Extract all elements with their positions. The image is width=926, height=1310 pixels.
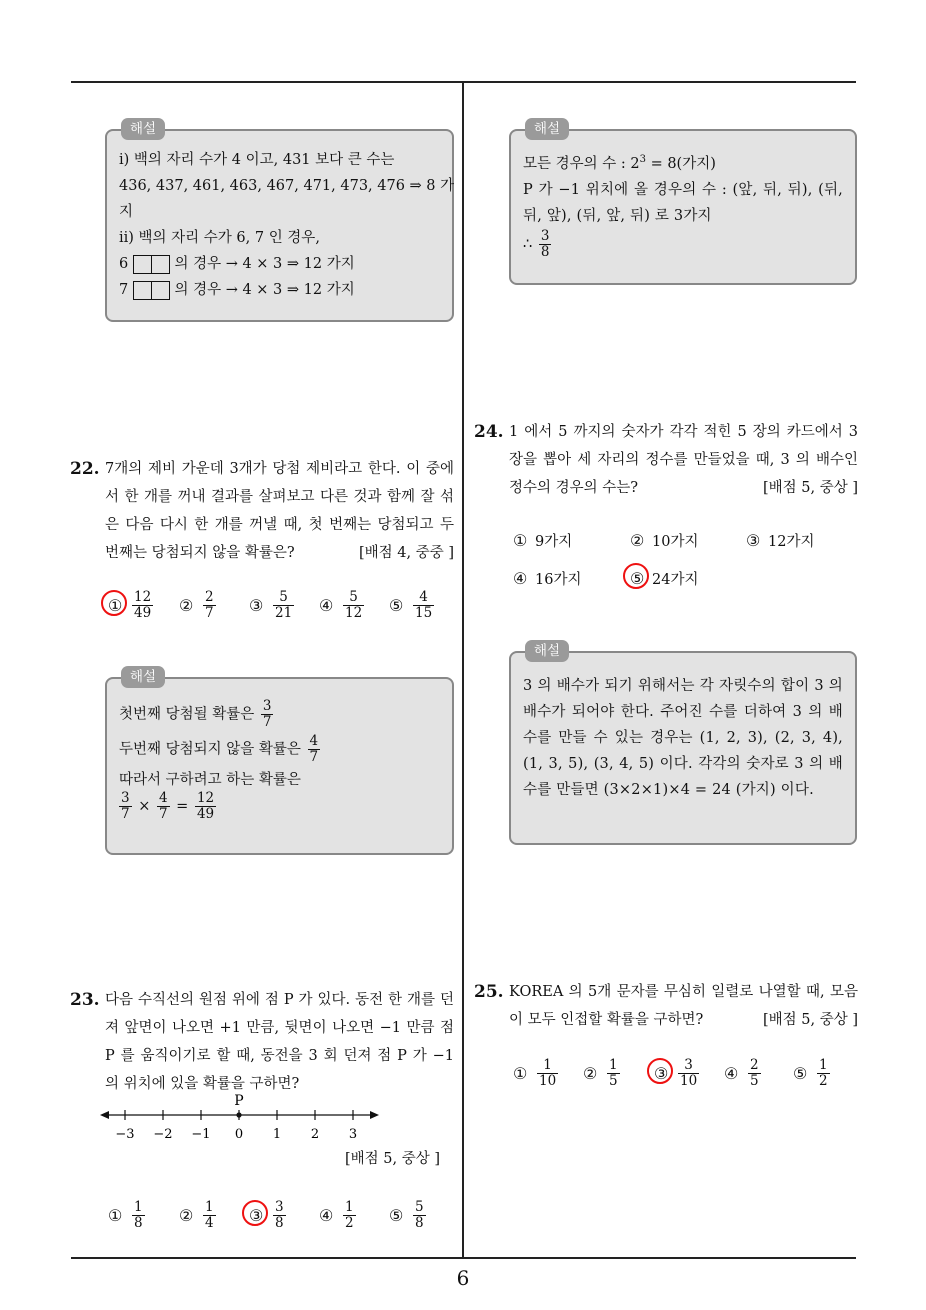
question-number: 23. [70, 990, 100, 1010]
choice[interactable] [724, 1058, 763, 1089]
choice[interactable] [108, 1200, 147, 1231]
solution-text: 3 의 배수가 되기 위해서는 각 자릿수의 합이 3 의 배수가 되어야 한다. 주어진 수를 더하여 3 의 배수를 만들 수 있는 경우는 (1, 2, 3), (2, 3, 4), (1, 3, 5), (3, 4, 5) 이다. 각각의 숫자로 3 의 배수를 만들면 (3×2×1)×4 = 24 (가지) 이다. [523, 678, 843, 798]
question-number: 25. [474, 982, 504, 1002]
solution-line: P 가 −1 위치에 올 경우의 수 : (앞, 뒤, 뒤), (뒤, 뒤, 앞), (뒤, 앞, 뒤) 로 3가지 [523, 181, 843, 224]
tick-label: 3 [348, 1127, 358, 1142]
choice[interactable] [179, 590, 218, 621]
choice[interactable] [389, 590, 436, 621]
choices-23 [108, 1200, 458, 1240]
solution-line: 지 [119, 204, 134, 220]
choice-text: 9가지 [535, 534, 573, 550]
solution-text: 의 경우 → 4 × 3 ⇒ 12 가지 [174, 282, 355, 298]
solution-line: ⅰ) 백의 자리 수가 4 이고, 431 보다 큰 수는 [119, 152, 395, 168]
fraction: $\frac{1}{5}$ [609, 1057, 618, 1089]
choice-mark: ④ [724, 1064, 739, 1083]
fraction: $\frac{3}{10}$ [680, 1057, 698, 1089]
choice-mark: ③ [249, 596, 264, 615]
solution-line: 436, 437, 461, 463, 467, 471, 473, 476 ⇒ 8 가 [119, 178, 455, 194]
choice-mark: ③ [746, 531, 761, 550]
solution-line: 따라서 구하려고 하는 확률은 [119, 772, 301, 788]
choice[interactable] [654, 1058, 701, 1089]
question-body: 7개의 제비 가운데 3개가 당첨 제비라고 한다. 이 중에서 한 개를 꺼내 결과를 살펴보고 다른 것과 함께 잘 섞은 다음 다시 한 개를 꺼낼 때, 첫 번째는 당첨되고 두 번째는 당첨되지 않을 확률은? [105, 461, 454, 561]
question-22 [70, 455, 454, 567]
fraction: $\frac{1}{2}$ [345, 1199, 354, 1231]
choice-mark: ④ [319, 1206, 334, 1225]
question-text [105, 455, 454, 567]
question-number: 24. [474, 422, 504, 442]
question-text: 다음 수직선의 원점 위에 점 P 가 있다. 동전 한 개를 던져 앞면이 나오면 +1 만큼, 뒷면이 나오면 −1 만큼 점 P 를 움직이기로 할 때, 동전을 3 회 던져 점 P 가 −1 의 위치에 있을 확률을 구하면? [105, 992, 454, 1092]
blank-box [152, 281, 170, 300]
choice[interactable] [513, 1058, 560, 1089]
tick-label: 1 [272, 1127, 282, 1142]
fraction: $\frac{12}{49}$ [134, 589, 152, 621]
fraction: $\frac{4}{15}$ [415, 589, 433, 621]
choice[interactable] [319, 1200, 358, 1231]
choice[interactable] [513, 568, 581, 589]
column-divider [462, 83, 464, 1259]
fraction: $\frac{5}{21}$ [275, 589, 293, 621]
fraction: $\frac{3}{8}$ [540, 227, 550, 260]
score-label: [배점 5, 중상 ] [345, 1151, 441, 1167]
question-23 [70, 986, 454, 1098]
choice-mark: ② [179, 1206, 194, 1225]
choice-mark: ⑤ [630, 569, 652, 588]
fraction: $\frac{3}{7}$ [121, 790, 130, 822]
question-text [509, 978, 858, 1034]
answer-circle [647, 1058, 673, 1084]
solution-line: 첫번째 당첨될 확률은 $\frac{3}{7}$ [119, 698, 272, 730]
point-label: P [234, 1093, 244, 1109]
solution-line [119, 277, 440, 303]
answer-circle [101, 590, 127, 616]
solution-tag: 해설 [121, 118, 165, 140]
fraction: $\frac{4}{7}$ [309, 733, 319, 765]
solution-tag: 해설 [525, 118, 569, 140]
point-p [236, 1112, 241, 1117]
fraction: $\frac{1}{2}$ [819, 1057, 828, 1089]
solution-tag: 해설 [525, 640, 569, 662]
question-25 [474, 978, 858, 1034]
choice-mark: ④ [513, 569, 528, 588]
choice[interactable] [793, 1058, 832, 1089]
fraction: $\frac{4}{7}$ [158, 790, 168, 822]
choice[interactable] [583, 1058, 622, 1089]
choice[interactable] [513, 530, 572, 551]
choice[interactable] [108, 590, 155, 621]
choices-22 [108, 590, 458, 630]
choice-mark: ① [108, 596, 130, 615]
choice-mark: ⑤ [389, 596, 404, 615]
solution-line: $\frac{3}{7}$ × $\frac{4}{7}$ = $\frac{12}{49}$ [121, 790, 215, 822]
choice-mark: ④ [319, 596, 334, 615]
choice-mark: ① [513, 1064, 528, 1083]
tick-label: −1 [191, 1127, 211, 1142]
fraction: $\frac{1}{4}$ [205, 1199, 214, 1231]
choice[interactable] [630, 568, 698, 589]
solution-line: 모든 경우의 수 : $2^3 = 8$(가지) [523, 154, 716, 172]
choice[interactable] [389, 1200, 428, 1231]
tick-label: 0 [234, 1127, 244, 1142]
fraction: $\frac{2}{7}$ [205, 589, 214, 621]
choice[interactable] [319, 590, 366, 621]
choice-mark: ⑤ [793, 1064, 808, 1083]
fraction: $\frac{5}{8}$ [415, 1199, 424, 1231]
solution-box-21 [105, 121, 455, 322]
solution-line: ⅱ) 백의 자리 수가 6, 7 인 경우, [119, 230, 320, 246]
page-number: 6 [456, 1266, 470, 1290]
choice-mark: ① [513, 531, 528, 550]
score-label: [배점 4, 중중 ] [358, 545, 454, 561]
choice[interactable] [179, 1200, 218, 1231]
answer-circle [242, 1200, 268, 1226]
score-label: [배점 5, 중상 ] [762, 1012, 858, 1028]
digit: 7 [119, 282, 129, 298]
blank-box [152, 255, 170, 274]
solution-box-23 [509, 121, 857, 285]
question-body: 1 에서 5 까지의 숫자가 각각 적힌 5 장의 카드에서 3 장을 뽑아 세 자리의 정수를 만들었을 때, 3 의 배수인 정수의 경우의 수는? [509, 424, 858, 496]
solution-tag: 해설 [121, 666, 165, 688]
solution-line: ∴ $\frac{3}{8}$ [523, 227, 550, 260]
score-label: [배점 5, 중상 ] [762, 480, 858, 496]
choice-mark: ⑤ [389, 1206, 404, 1225]
choice-text: 12가지 [768, 534, 815, 550]
fraction: $\frac{1}{8}$ [134, 1199, 143, 1231]
choices-25 [513, 1058, 858, 1098]
fraction: $\frac{2}{5}$ [750, 1057, 759, 1089]
solution-box-24 [509, 643, 857, 845]
choice-mark: ② [179, 596, 194, 615]
solution-text: 의 경우 → 4 × 3 ⇒ 12 가지 [174, 256, 355, 272]
tick-label: −2 [153, 1127, 173, 1142]
choice[interactable] [746, 530, 814, 551]
choice-text: 16가지 [535, 572, 582, 588]
fraction: $\frac{12}{49}$ [196, 790, 215, 822]
tick-label: 2 [310, 1127, 320, 1142]
choice-mark: ② [630, 531, 645, 550]
question-text [509, 418, 858, 502]
question-number: 22. [70, 459, 100, 479]
choice-mark: ③ [654, 1064, 676, 1083]
solution-line [119, 251, 440, 277]
solution-box-22 [105, 669, 454, 855]
choice-mark: ③ [249, 1206, 271, 1225]
blank-box [133, 281, 152, 300]
digit: 6 [119, 256, 129, 272]
bottom-rule [71, 1257, 856, 1259]
choice-text: 24가지 [652, 572, 699, 588]
solution-line: 두번째 당첨되지 않을 확률은 $\frac{4}{7}$ [119, 733, 319, 765]
question-body: KOREA 의 5개 문자를 무심히 일렬로 나열할 때, 모음이 모두 인접할 확률을 구하면? [509, 984, 858, 1028]
fraction: $\frac{3}{8}$ [275, 1199, 284, 1231]
tick-label: −3 [115, 1127, 135, 1142]
choice[interactable] [249, 590, 296, 621]
answer-circle [623, 563, 649, 589]
choices-24 [513, 530, 858, 600]
choice[interactable] [249, 1200, 288, 1231]
number-line [100, 1090, 385, 1150]
question-24 [474, 418, 858, 502]
fraction: $\frac{5}{12}$ [345, 589, 363, 621]
blank-box [133, 255, 152, 274]
choice[interactable] [630, 530, 698, 551]
choice-mark: ① [108, 1206, 123, 1225]
fraction: $\frac{3}{7}$ [262, 698, 272, 730]
fraction: $\frac{1}{10}$ [539, 1057, 557, 1089]
choice-text: 10가지 [652, 534, 699, 550]
choice-mark: ② [583, 1064, 598, 1083]
